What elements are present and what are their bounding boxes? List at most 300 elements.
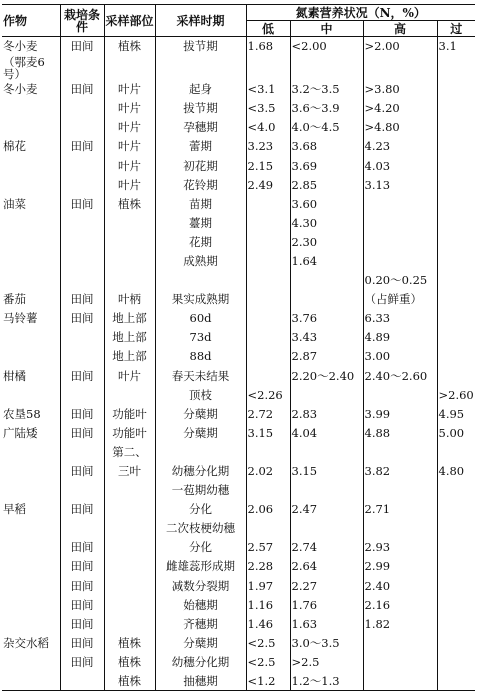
part-cell	[104, 557, 155, 576]
high-value-cell: 2.16	[363, 595, 437, 614]
stage-cell: 拔节期	[155, 37, 246, 56]
over-value-cell	[437, 137, 475, 156]
crop-cell	[2, 232, 60, 251]
mid-value-cell: 4.30	[290, 213, 363, 232]
crop-cell: （鄂麦6号）	[3, 55, 45, 80]
mid-value-cell: 2.27	[290, 576, 363, 595]
header-mid: 中	[290, 21, 363, 37]
table-row	[2, 423, 475, 442]
part-cell	[104, 213, 155, 232]
part-cell: 叶片	[104, 118, 155, 137]
high-value-cell	[363, 481, 437, 500]
mid-value-cell	[290, 519, 363, 538]
mid-value-cell: 4.04	[290, 423, 363, 442]
condition-cell	[60, 385, 104, 404]
part-cell: 叶片	[104, 175, 155, 194]
low-value-cell: 3.23	[246, 137, 290, 156]
table-row	[2, 595, 475, 614]
stage-cell: 齐穗期	[155, 614, 246, 633]
mid-value-cell: 1.76	[290, 595, 363, 614]
stage-cell	[155, 271, 246, 290]
high-value-cell	[363, 633, 437, 652]
stage-cell: 分蘖期	[155, 633, 246, 652]
table-row	[2, 156, 475, 175]
high-value-cell: 4.89	[363, 328, 437, 347]
mid-value-cell	[290, 271, 363, 290]
over-value-cell	[437, 251, 475, 270]
table-row	[2, 404, 475, 423]
condition-cell: 田间	[60, 614, 104, 633]
table-row	[2, 309, 475, 328]
part-cell: 叶片	[104, 156, 155, 175]
low-value-cell	[246, 366, 290, 385]
condition-cell	[60, 347, 104, 366]
part-cell: 三叶	[104, 461, 155, 480]
condition-cell	[60, 328, 104, 347]
stage-cell: 拔节期	[155, 99, 246, 118]
mid-value-cell: 1.2～1.3	[290, 672, 363, 691]
over-value-cell	[437, 232, 475, 251]
low-value-cell: 2.72	[246, 404, 290, 423]
high-value-cell: 0.20～0.25	[363, 271, 437, 290]
crop-cell	[2, 481, 60, 500]
table-row	[2, 271, 475, 290]
table-row	[2, 385, 475, 404]
table-row	[2, 137, 475, 156]
stage-cell: 顶枝	[155, 385, 246, 404]
low-value-cell: 2.06	[246, 500, 290, 519]
low-value-cell	[246, 442, 290, 461]
condition-cell	[60, 442, 104, 461]
part-cell: 植株	[104, 633, 155, 652]
part-cell: 功能叶	[104, 404, 155, 423]
table-row	[2, 633, 475, 652]
stage-cell: 一苞期幼穗	[155, 481, 246, 500]
stage-cell: 初花期	[155, 156, 246, 175]
mid-value-cell	[290, 481, 363, 500]
low-value-cell: <4.0	[246, 118, 290, 137]
high-value-cell: 3.00	[363, 347, 437, 366]
table-row	[2, 232, 475, 251]
low-value-cell: 2.15	[246, 156, 290, 175]
mid-value-cell	[290, 56, 363, 80]
low-value-cell: <2.26	[246, 385, 290, 404]
low-value-cell	[246, 481, 290, 500]
over-value-cell	[437, 328, 475, 347]
part-cell	[104, 500, 155, 519]
high-value-cell: 4.88	[363, 423, 437, 442]
crop-cell: 柑橘	[3, 368, 26, 383]
mid-value-cell: 2.83	[290, 404, 363, 423]
crop-cell	[2, 328, 60, 347]
condition-cell: 田间	[60, 500, 104, 519]
part-cell	[104, 538, 155, 557]
crop-cell	[2, 557, 60, 576]
high-value-cell	[363, 194, 437, 213]
high-value-cell: >3.80	[363, 80, 437, 99]
high-value-cell: >4.80	[363, 118, 437, 137]
low-value-cell	[246, 519, 290, 538]
table-row	[2, 652, 475, 671]
condition-cell: 田间	[60, 37, 104, 56]
high-value-cell: 2.40	[363, 576, 437, 595]
low-value-cell	[246, 251, 290, 270]
table-row	[2, 614, 475, 633]
table-body	[2, 37, 475, 691]
stage-cell: 60d	[155, 309, 246, 328]
part-cell	[104, 271, 155, 290]
table-row	[2, 290, 475, 309]
crop-cell: 马铃薯	[3, 311, 38, 326]
high-value-cell	[363, 232, 437, 251]
header-part: 采样部位	[104, 5, 155, 37]
high-value-cell	[363, 442, 437, 461]
low-value-cell: 2.02	[246, 461, 290, 480]
stage-cell: 二次枝梗幼穗	[155, 519, 246, 538]
table-row	[2, 519, 475, 538]
header-condition: 栽培条件	[60, 5, 104, 37]
low-value-cell: 1.97	[246, 576, 290, 595]
mid-value-cell: 3.43	[290, 328, 363, 347]
mid-value-cell: 3.6～3.9	[290, 99, 363, 118]
over-value-cell	[437, 99, 475, 118]
crop-cell: 棉花	[3, 139, 26, 154]
part-cell: 植株	[104, 672, 155, 691]
high-value-cell	[363, 672, 437, 691]
over-value-cell	[437, 672, 475, 691]
mid-value-cell: 3.76	[290, 309, 363, 328]
part-cell: 叶片	[104, 80, 155, 99]
condition-cell	[60, 271, 104, 290]
table-row	[2, 442, 475, 461]
condition-cell: 田间	[60, 404, 104, 423]
mid-value-cell: 2.20～2.40	[290, 366, 363, 385]
crop-cell	[2, 271, 60, 290]
mid-value-cell: 3.60	[290, 194, 363, 213]
part-cell: 植株	[104, 652, 155, 671]
condition-cell	[60, 213, 104, 232]
table-row	[2, 213, 475, 232]
over-value-cell	[437, 519, 475, 538]
crop-cell	[2, 251, 60, 270]
crop-cell	[2, 672, 60, 691]
part-cell	[104, 385, 155, 404]
over-value-cell	[437, 538, 475, 557]
over-value-cell	[437, 271, 475, 290]
low-value-cell: 2.28	[246, 557, 290, 576]
crop-cell: 农垦58	[3, 406, 41, 421]
high-value-cell: 3.13	[363, 175, 437, 194]
over-value-cell	[437, 595, 475, 614]
over-value-cell	[437, 56, 475, 80]
part-cell: 第二、	[104, 442, 155, 461]
low-value-cell	[246, 347, 290, 366]
condition-cell: 田间	[60, 290, 104, 309]
mid-value-cell: 1.64	[290, 251, 363, 270]
low-value-cell	[246, 232, 290, 251]
condition-cell	[60, 99, 104, 118]
low-value-cell: <2.5	[246, 633, 290, 652]
part-cell	[104, 251, 155, 270]
low-value-cell	[246, 309, 290, 328]
mid-value-cell: 2.85	[290, 175, 363, 194]
part-cell	[104, 232, 155, 251]
stage-cell: 雌雄蕊形成期	[155, 557, 246, 576]
over-value-cell	[437, 557, 475, 576]
crop-cell: 油菜	[3, 196, 26, 211]
condition-cell: 田间	[60, 576, 104, 595]
low-value-cell: 1.46	[246, 614, 290, 633]
crop-cell: 广陆矮	[3, 425, 38, 440]
mid-value-cell: 3.15	[290, 461, 363, 480]
condition-cell	[60, 519, 104, 538]
crop-cell: 冬小麦	[3, 82, 38, 97]
low-value-cell	[246, 56, 290, 80]
low-value-cell: 2.49	[246, 175, 290, 194]
header-low: 低	[246, 21, 290, 37]
part-cell	[104, 614, 155, 633]
part-cell: 叶片	[104, 99, 155, 118]
mid-value-cell: 3.0～3.5	[290, 633, 363, 652]
high-value-cell: 2.71	[363, 500, 437, 519]
stage-cell: 抽穗期	[155, 672, 246, 691]
condition-cell: 田间	[60, 595, 104, 614]
over-value-cell: 5.00	[437, 423, 475, 442]
table-row	[2, 481, 475, 500]
over-value-cell	[437, 576, 475, 595]
crop-cell	[2, 652, 60, 671]
condition-cell	[60, 481, 104, 500]
stage-cell: 幼穗分化期	[155, 461, 246, 480]
condition-cell	[60, 175, 104, 194]
stage-cell: 花期	[155, 232, 246, 251]
mid-value-cell: >2.5	[290, 652, 363, 671]
mid-value-cell: 4.0～4.5	[290, 118, 363, 137]
high-value-cell: （占鲜重）	[363, 290, 437, 309]
crop-cell	[2, 614, 60, 633]
table-row	[2, 37, 475, 56]
high-value-cell	[363, 652, 437, 671]
condition-cell: 田间	[60, 194, 104, 213]
high-value-cell: >4.20	[363, 99, 437, 118]
stage-cell: 88d	[155, 347, 246, 366]
low-value-cell: <3.1	[246, 80, 290, 99]
table-row	[2, 538, 475, 557]
condition-cell: 田间	[60, 633, 104, 652]
high-value-cell	[363, 251, 437, 270]
table-row	[2, 461, 475, 480]
crop-cell	[2, 213, 60, 232]
table-row	[2, 557, 475, 576]
stage-cell: 蕾期	[155, 137, 246, 156]
high-value-cell	[363, 56, 437, 80]
low-value-cell	[246, 328, 290, 347]
stage-cell	[155, 442, 246, 461]
high-value-cell	[363, 519, 437, 538]
mid-value-cell	[290, 385, 363, 404]
condition-cell	[60, 118, 104, 137]
part-cell: 地上部	[104, 328, 155, 347]
crop-cell	[2, 385, 60, 404]
high-value-cell: 4.23	[363, 137, 437, 156]
table-row	[2, 366, 475, 385]
low-value-cell: <3.5	[246, 99, 290, 118]
part-cell	[104, 481, 155, 500]
mid-value-cell: 2.74	[290, 538, 363, 557]
table-row	[2, 56, 475, 80]
over-value-cell	[437, 290, 475, 309]
low-value-cell	[246, 213, 290, 232]
part-cell	[104, 576, 155, 595]
stage-cell: 花铃期	[155, 175, 246, 194]
over-value-cell	[437, 347, 475, 366]
crop-cell: 早稻	[3, 502, 26, 517]
over-value-cell: 4.80	[437, 461, 475, 480]
stage-cell: 分化	[155, 538, 246, 557]
crop-cell: 杂交水稻	[3, 635, 49, 650]
condition-cell: 田间	[60, 137, 104, 156]
low-value-cell: 1.16	[246, 595, 290, 614]
condition-cell: 田间	[60, 461, 104, 480]
high-value-cell	[363, 385, 437, 404]
low-value-cell: <1.2	[246, 672, 290, 691]
table-row	[2, 347, 475, 366]
part-cell: 地上部	[104, 347, 155, 366]
stage-cell: 苗期	[155, 194, 246, 213]
over-value-cell	[437, 366, 475, 385]
over-value-cell	[437, 175, 475, 194]
table-row	[2, 80, 475, 99]
condition-cell	[60, 56, 104, 80]
high-value-cell	[363, 213, 437, 232]
high-value-cell: 6.33	[363, 309, 437, 328]
mid-value-cell: 1.63	[290, 614, 363, 633]
mid-value-cell	[290, 290, 363, 309]
part-cell: 植株	[104, 37, 155, 56]
stage-cell: 春天未结果	[155, 366, 246, 385]
condition-cell	[60, 251, 104, 270]
mid-value-cell: <2.00	[290, 37, 363, 56]
part-cell: 叶片	[104, 137, 155, 156]
stage-cell: 分蘖期	[155, 423, 246, 442]
stage-cell: 分化	[155, 500, 246, 519]
over-value-cell	[437, 442, 475, 461]
low-value-cell: 2.57	[246, 538, 290, 557]
over-value-cell	[437, 118, 475, 137]
high-value-cell: 2.93	[363, 538, 437, 557]
table-row	[2, 500, 475, 519]
stage-cell: 分蘖期	[155, 404, 246, 423]
over-value-cell	[437, 614, 475, 633]
high-value-cell: 2.99	[363, 557, 437, 576]
condition-cell: 田间	[60, 80, 104, 99]
part-cell	[104, 595, 155, 614]
crop-cell	[2, 576, 60, 595]
stage-cell: 73d	[155, 328, 246, 347]
over-value-cell: 4.95	[437, 404, 475, 423]
over-value-cell	[437, 481, 475, 500]
header-status: 氮素营养状况（N，%）	[246, 5, 475, 21]
over-value-cell: >2.60	[437, 385, 475, 404]
mid-value-cell: 2.87	[290, 347, 363, 366]
high-value-cell: >2.00	[363, 37, 437, 56]
crop-cell: 冬小麦	[3, 39, 38, 54]
mid-value-cell: 2.30	[290, 232, 363, 251]
condition-cell: 田间	[60, 538, 104, 557]
crop-cell	[2, 442, 60, 461]
crop-cell	[2, 156, 60, 175]
mid-value-cell: 2.47	[290, 500, 363, 519]
crop-cell	[2, 461, 60, 480]
part-cell: 地上部	[104, 309, 155, 328]
condition-cell	[60, 232, 104, 251]
condition-cell: 田间	[60, 423, 104, 442]
table-row	[2, 118, 475, 137]
stage-cell	[155, 56, 246, 80]
stage-cell: 始穗期	[155, 595, 246, 614]
crop-cell	[2, 595, 60, 614]
table-row	[2, 99, 475, 118]
table-row	[2, 672, 475, 691]
table-row	[2, 194, 475, 213]
condition-cell	[60, 156, 104, 175]
low-value-cell	[246, 194, 290, 213]
header-over: 过	[437, 21, 475, 37]
part-cell	[104, 56, 155, 80]
table-row	[2, 175, 475, 194]
crop-cell	[2, 175, 60, 194]
part-cell: 植株	[104, 194, 155, 213]
low-value-cell: <2.5	[246, 652, 290, 671]
stage-cell: 孕穗期	[155, 118, 246, 137]
stage-cell: 薹期	[155, 213, 246, 232]
high-value-cell: 3.82	[363, 461, 437, 480]
crop-cell	[2, 519, 60, 538]
mid-value-cell	[290, 442, 363, 461]
part-cell: 叶片	[104, 366, 155, 385]
header-crop: 作物	[2, 5, 60, 37]
high-value-cell: 2.40～2.60	[363, 366, 437, 385]
mid-value-cell: 3.68	[290, 137, 363, 156]
crop-cell	[2, 118, 60, 137]
condition-cell	[60, 672, 104, 691]
header-stage: 采样时期	[155, 5, 246, 37]
stage-cell: 减数分裂期	[155, 576, 246, 595]
mid-value-cell: 3.69	[290, 156, 363, 175]
high-value-cell: 3.99	[363, 404, 437, 423]
crop-cell	[2, 538, 60, 557]
condition-cell: 田间	[60, 366, 104, 385]
stage-cell: 幼穗分化期	[155, 652, 246, 671]
over-value-cell	[437, 80, 475, 99]
condition-cell: 田间	[60, 652, 104, 671]
header-high: 高	[363, 21, 437, 37]
over-value-cell	[437, 500, 475, 519]
stage-cell: 果实成熟期	[155, 290, 246, 309]
low-value-cell	[246, 271, 290, 290]
over-value-cell	[437, 309, 475, 328]
part-cell	[104, 519, 155, 538]
over-value-cell	[437, 194, 475, 213]
over-value-cell: 3.1	[437, 37, 475, 56]
crop-cell	[2, 347, 60, 366]
nitrogen-status-table	[2, 4, 475, 691]
over-value-cell	[437, 652, 475, 671]
crop-cell: 番茄	[3, 292, 26, 307]
high-value-cell: 4.03	[363, 156, 437, 175]
mid-value-cell: 2.64	[290, 557, 363, 576]
low-value-cell: 1.68	[246, 37, 290, 56]
